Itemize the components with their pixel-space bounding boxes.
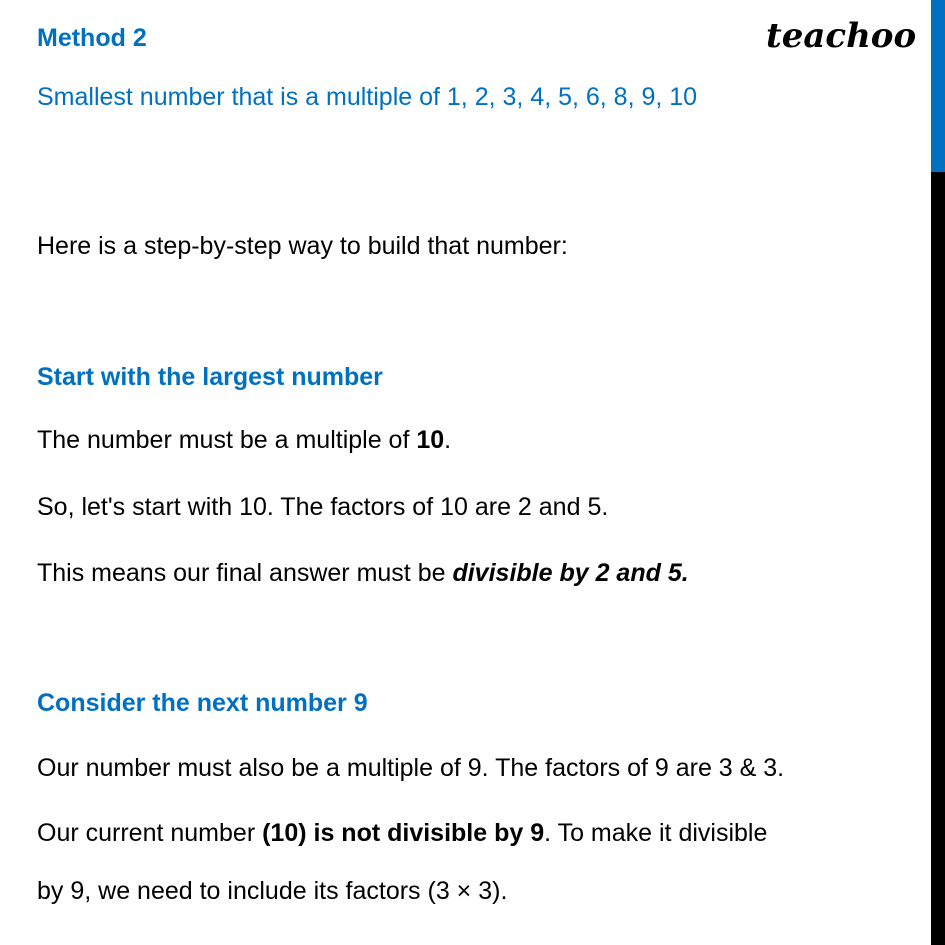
bold-italic-text: divisible by 2 and 5. xyxy=(452,559,689,587)
text: . xyxy=(444,426,452,454)
teachoo-logo: teachoo xyxy=(766,16,917,56)
bold-text: (10) is not divisible by 9 xyxy=(262,819,545,847)
section2-paragraph-3: by 9, we need to include its factors (3 × 3). xyxy=(37,877,508,905)
text: . To make it divisible xyxy=(544,819,768,847)
section1-paragraph-2: So, let's start with 10. The factors of 10 are 2 and 5. xyxy=(37,493,609,521)
intro-text: Here is a step-by-step way to build that number: xyxy=(37,232,568,260)
page-title: Method 2 xyxy=(37,24,147,52)
text: The number must be a multiple of xyxy=(37,426,417,454)
text: Our current number xyxy=(37,819,263,847)
section1-paragraph-1 xyxy=(37,425,451,455)
section1-paragraph-3 xyxy=(37,558,689,588)
page-subtitle: Smallest number that is a multiple of 1, 2, 3, 4, 5, 6, 8, 9, 10 xyxy=(37,83,698,111)
section2-paragraph-2 xyxy=(37,818,767,848)
scrollbar-thumb[interactable] xyxy=(931,0,945,172)
section2-paragraph-1: Our number must also be a multiple of 9. The factors of 9 are 3 & 3. xyxy=(37,754,785,782)
bold-text: 10 xyxy=(416,426,445,454)
section1-heading: Start with the largest number xyxy=(37,363,383,391)
section2-heading: Consider the next number 9 xyxy=(37,689,368,717)
text: This means our final answer must be xyxy=(37,559,453,587)
